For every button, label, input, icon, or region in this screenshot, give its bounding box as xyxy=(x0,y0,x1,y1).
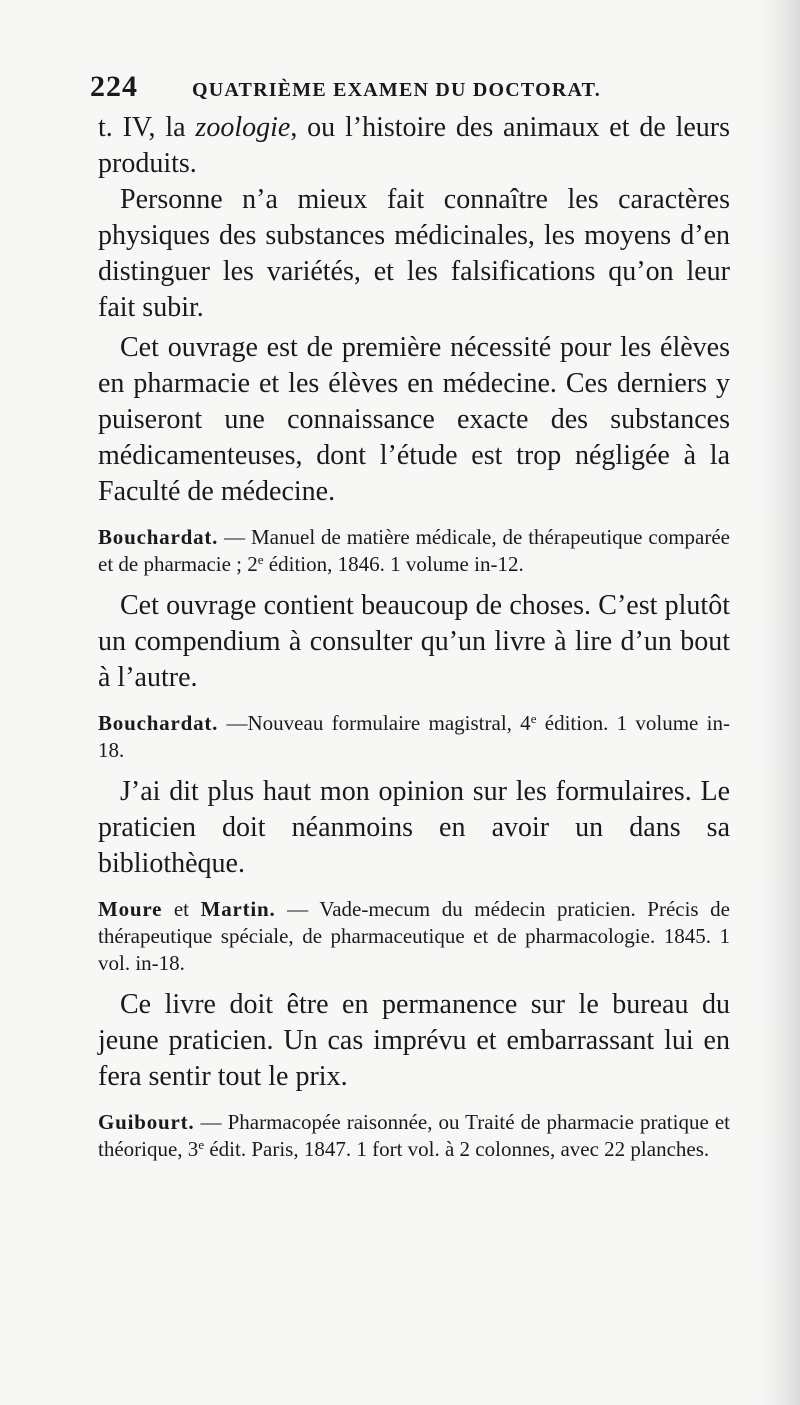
reference-moure-martin xyxy=(98,896,730,977)
reference-text: édition, 1846. 1 volume in-12. xyxy=(263,552,524,576)
page-number: 224 xyxy=(90,70,138,103)
reference-text: —Nouveau formulaire magistral, 4 xyxy=(218,711,531,735)
paragraph-compendium: Cet ouvrage contient beaucoup de choses. C’est plutôt un compendium à consulter qu’un livre à lire d’un bout à l’autre. xyxy=(98,590,730,693)
reference-guibourt xyxy=(98,1109,730,1163)
page-content xyxy=(90,70,731,1173)
paragraph-ouvrage-necessite: Cet ouvrage est de première nécessité pour les élèves en pharmacie et les élèves en médecine. Ces derniers y puiseront une connaissance exacte des substances médicamenteuses, dont l’étude est trop négligée à la Faculté de médecine. xyxy=(98,332,730,507)
superscript: e xyxy=(530,711,537,726)
reference-text: édition. 1 volume in-18. xyxy=(98,711,730,762)
page-edge-shadow xyxy=(760,0,800,1405)
paragraph-zoologie xyxy=(98,110,730,182)
reference-author: Moure xyxy=(98,897,163,921)
reference-connector: et xyxy=(162,897,201,921)
paragraph-personne: Personne n’a mieux fait connaître les caractères physiques des substances médicinales, les moyens d’en distinguer les variétés, et les falsifications qu’on leur fait subir. xyxy=(98,184,730,323)
paragraph-text: t. IV, la xyxy=(98,112,196,143)
reference-text: édit. Paris, 1847. 1 fort vol. à 2 colonnes, avec 22 planches. xyxy=(204,1137,710,1161)
reference-bouchardat-formulaire xyxy=(98,710,730,764)
reference-text: — Vade-mecum du médecin praticien. Précis de thérapeutique spéciale, de pharmaceutique et de pharmacologie. 1845. 1 vol. in-18. xyxy=(98,897,730,975)
paragraph-text: , ou l’histoire des animaux et de leurs produits. xyxy=(98,112,731,179)
reference-author: Guibourt. xyxy=(98,1110,195,1134)
reference-author: Bouchardat. xyxy=(98,711,219,735)
emphasis-text: zoologie xyxy=(195,112,291,143)
reference-bouchardat-manuel xyxy=(98,524,730,578)
reference-author: Martin. xyxy=(200,897,276,921)
reference-text: — Manuel de matière médicale, de thérapeutique comparée et de pharmacie ; 2 xyxy=(98,525,730,576)
paragraph-vade-mecum: Ce livre doit être en permanence sur le bureau du jeune praticien. Un cas imprévu et embarrassant lui en fera sentir tout le prix. xyxy=(98,989,730,1092)
superscript: e xyxy=(257,552,264,567)
reference-author: Bouchardat. xyxy=(98,525,219,549)
paragraph-formulaires: J’ai dit plus haut mon opinion sur les formulaires. Le praticien doit néanmoins en avoir un dans sa bibliothèque. xyxy=(98,776,730,879)
running-title: QUATRIÈME EXAMEN DU DOCTORAT. xyxy=(192,79,601,101)
running-header xyxy=(90,70,730,110)
reference-text: — Pharmacopée raisonnée, ou Traité de pharmacie pratique et théorique, 3 xyxy=(98,1110,730,1161)
superscript: e xyxy=(198,1137,205,1152)
